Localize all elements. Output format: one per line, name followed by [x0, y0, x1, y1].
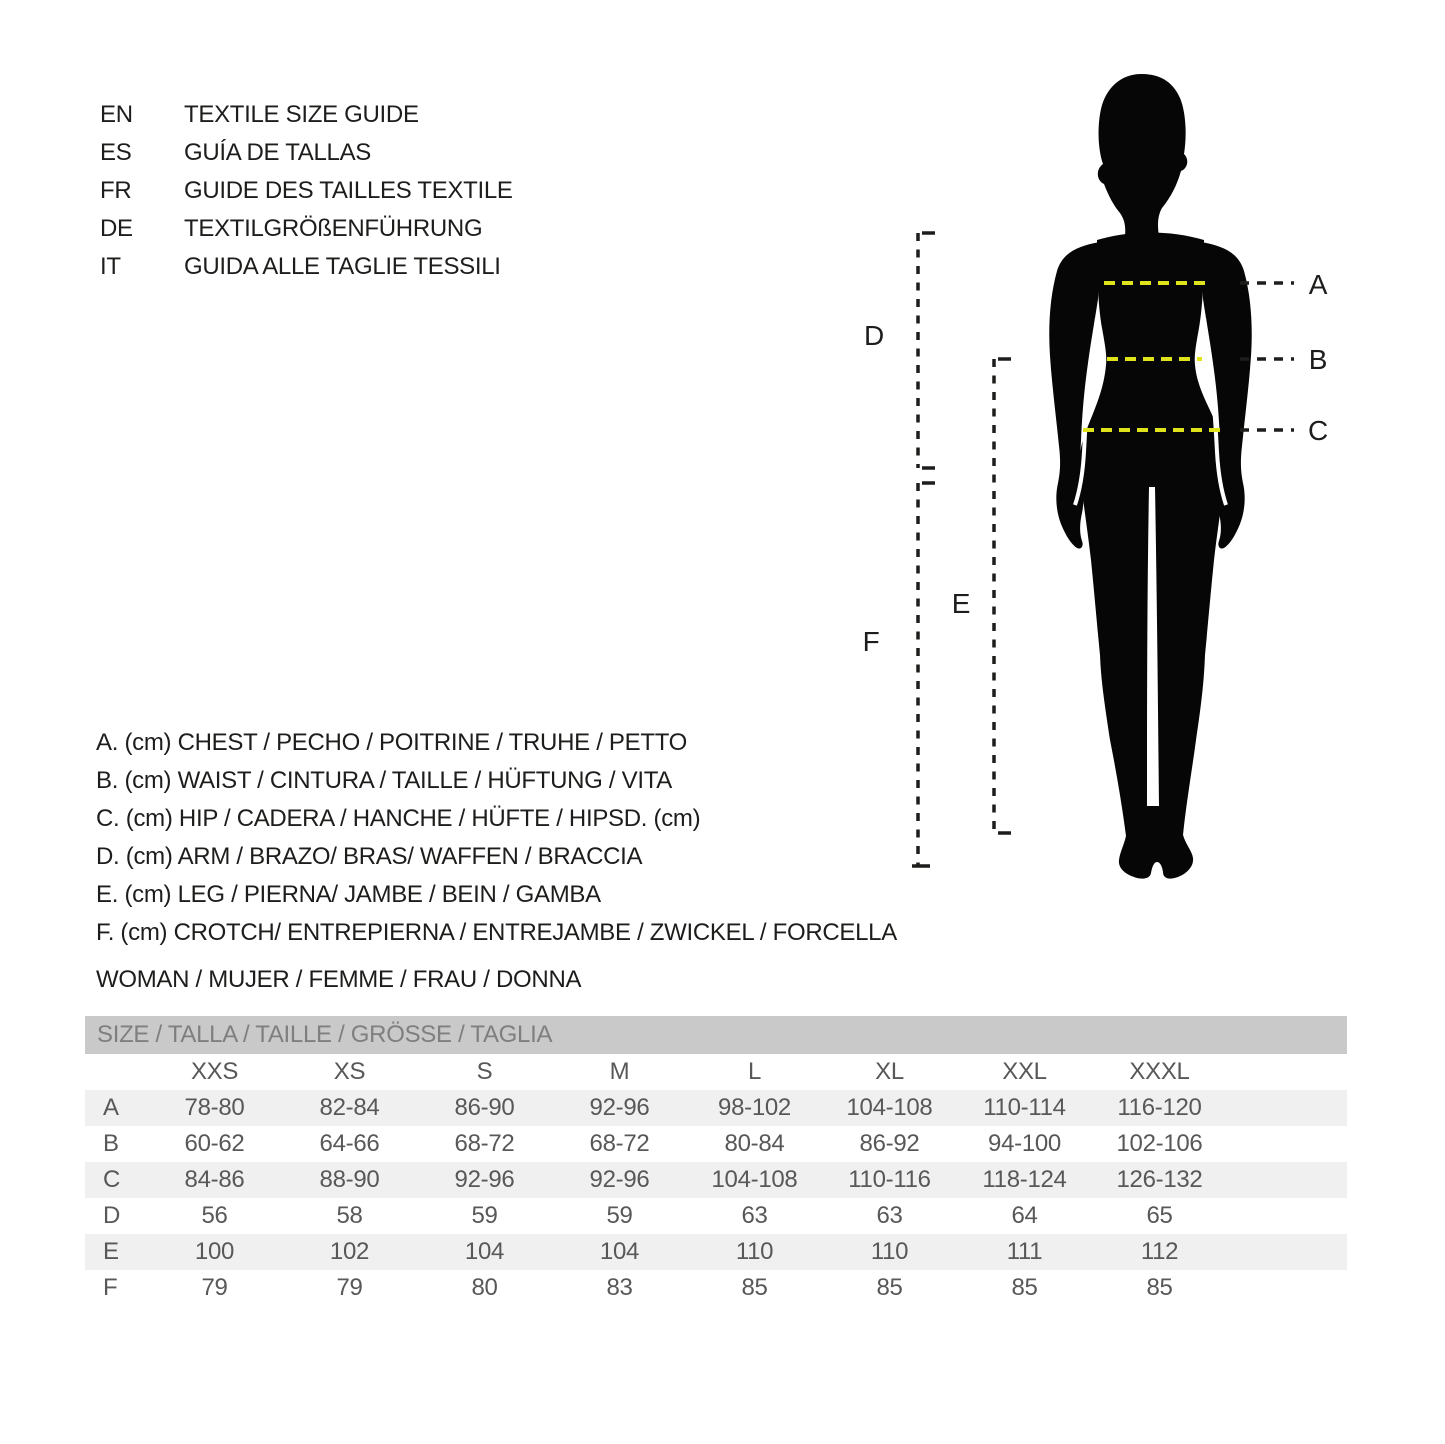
- row-label: F: [103, 1274, 118, 1301]
- value-cell: 98-102: [718, 1094, 791, 1121]
- value-cell: 85: [1146, 1274, 1173, 1301]
- value-cell: 104-108: [846, 1094, 933, 1121]
- value-cell: 126-132: [1116, 1166, 1203, 1193]
- value-cell: 110: [870, 1238, 909, 1265]
- language-row: [100, 134, 513, 172]
- size-column-header: XS: [333, 1058, 366, 1085]
- table-row-crotch: [85, 1270, 1347, 1306]
- value-cell: 104: [599, 1238, 640, 1265]
- table-row-chest: [85, 1090, 1347, 1126]
- value-cell: 85: [876, 1274, 903, 1301]
- guide-title: TEXTILGRÖßENFÜHRUNG: [184, 215, 483, 242]
- language-title-list: [100, 96, 513, 286]
- language-row: [100, 248, 513, 286]
- value-cell: 56: [201, 1202, 228, 1229]
- value-cell: 63: [741, 1202, 768, 1229]
- value-cell: 63: [876, 1202, 903, 1229]
- value-cell: 112: [1140, 1238, 1179, 1265]
- value-cell: 58: [336, 1202, 363, 1229]
- value-cell: 59: [606, 1202, 633, 1229]
- leg-label: E: [951, 588, 971, 619]
- size-columns-row: [85, 1054, 1347, 1090]
- legend-hip: C. (cm) HIP / CADERA / HANCHE / HÜFTE / HIPSD. (cm): [96, 805, 701, 832]
- row-label: A: [103, 1094, 119, 1121]
- size-column-header: L: [747, 1058, 762, 1085]
- size-column-header: XXL: [1002, 1058, 1047, 1085]
- value-cell: 92-96: [589, 1094, 650, 1121]
- language-code: DE: [100, 215, 133, 242]
- value-cell: 85: [1011, 1274, 1038, 1301]
- chest-label: A: [1308, 269, 1328, 300]
- value-cell: 104: [464, 1238, 505, 1265]
- value-cell: 68-72: [589, 1130, 650, 1157]
- crotch-label: F: [862, 626, 880, 657]
- value-cell: 86-92: [859, 1130, 920, 1157]
- measurement-figure: [840, 60, 1360, 890]
- value-cell: 68-72: [454, 1130, 515, 1157]
- table-row-waist: [85, 1126, 1347, 1162]
- waist-label: B: [1308, 344, 1328, 375]
- value-cell: 116-120: [1117, 1094, 1202, 1121]
- row-label: C: [103, 1166, 121, 1193]
- size-column-header: S: [476, 1058, 493, 1085]
- value-cell: 118-124: [982, 1166, 1067, 1193]
- guide-title: GUÍA DE TALLAS: [184, 139, 371, 166]
- row-label: D: [103, 1202, 121, 1229]
- language-code: IT: [100, 253, 121, 280]
- value-cell: 82-84: [319, 1094, 380, 1121]
- value-cell: 104-108: [711, 1166, 798, 1193]
- legend-leg: E. (cm) LEG / PIERNA/ JAMBE / BEIN / GAMBA: [96, 881, 601, 908]
- value-cell: 80: [471, 1274, 498, 1301]
- leg-bracket-ticks: [998, 359, 1011, 833]
- woman-silhouette-icon: [1049, 74, 1251, 879]
- table-row-hip: [85, 1162, 1347, 1198]
- legend-waist: B. (cm) WAIST / CINTURA / TAILLE / HÜFTUNG / VITA: [96, 767, 673, 794]
- value-cell: 80-84: [724, 1130, 785, 1157]
- hip-label: C: [1308, 415, 1328, 446]
- value-cell: 92-96: [589, 1166, 650, 1193]
- value-cell: 79: [336, 1274, 363, 1301]
- language-code: FR: [100, 177, 132, 204]
- value-cell: 83: [606, 1274, 633, 1301]
- guide-title: TEXTILE SIZE GUIDE: [184, 101, 419, 128]
- value-cell: 65: [1146, 1202, 1173, 1229]
- crotch-bracket-ticks: [912, 483, 935, 866]
- value-cell: 110: [735, 1238, 774, 1265]
- value-cell: 92-96: [454, 1166, 515, 1193]
- value-cell: 86-90: [454, 1094, 515, 1121]
- value-cell: 111: [1006, 1238, 1043, 1265]
- legend-chest: A. (cm) CHEST / PECHO / POITRINE / TRUHE / PETTO: [96, 729, 688, 756]
- guide-title: GUIDA ALLE TAGLIE TESSILI: [184, 253, 501, 280]
- language-row: [100, 172, 513, 210]
- measurement-legend: [96, 724, 897, 952]
- legend-arm: D. (cm) ARM / BRAZO/ BRAS/ WAFFEN / BRACCIA: [96, 843, 643, 870]
- legend-crotch: F. (cm) CROTCH/ ENTREPIERNA / ENTREJAMBE / ZWICKEL / FORCELLA: [96, 919, 897, 946]
- size-column-header: XXXL: [1129, 1058, 1190, 1085]
- size-column-header: XXS: [190, 1058, 239, 1085]
- arm-label: D: [864, 320, 884, 351]
- value-cell: 78-80: [184, 1094, 245, 1121]
- value-cell: 79: [201, 1274, 228, 1301]
- value-cell: 64: [1011, 1202, 1038, 1229]
- guide-title: GUIDE DES TAILLES TEXTILE: [184, 177, 513, 204]
- value-cell: 64-66: [319, 1130, 380, 1157]
- size-table-header-label: SIZE / TALLA / TAILLE / GRÖSSE / TAGLIA: [97, 1021, 553, 1048]
- size-column-header: M: [609, 1058, 630, 1085]
- row-label: E: [103, 1238, 119, 1265]
- table-row-leg: [85, 1234, 1347, 1270]
- value-cell: 102: [329, 1238, 370, 1265]
- language-row: [100, 96, 513, 134]
- value-cell: 60-62: [184, 1130, 245, 1157]
- table-row-arm: [85, 1198, 1347, 1234]
- value-cell: 100: [194, 1238, 235, 1265]
- value-cell: 88-90: [319, 1166, 380, 1193]
- arm-bracket-ticks: [922, 233, 935, 468]
- language-code: ES: [100, 139, 132, 166]
- value-cell: 59: [471, 1202, 498, 1229]
- language-row: [100, 210, 513, 248]
- value-cell: 102-106: [1116, 1130, 1203, 1157]
- value-cell: 94-100: [988, 1130, 1061, 1157]
- language-code: EN: [100, 101, 133, 128]
- value-cell: 85: [741, 1274, 768, 1301]
- value-cell: 84-86: [184, 1166, 245, 1193]
- size-column-header: XL: [875, 1058, 904, 1085]
- value-cell: 110-114: [983, 1094, 1066, 1121]
- size-table: [85, 1016, 1347, 1306]
- gender-title: WOMAN / MUJER / FEMME / FRAU / DONNA: [96, 966, 582, 993]
- value-cell: 110-116: [848, 1166, 931, 1193]
- size-table-header-bar: [85, 1016, 1347, 1054]
- row-label: B: [103, 1130, 119, 1157]
